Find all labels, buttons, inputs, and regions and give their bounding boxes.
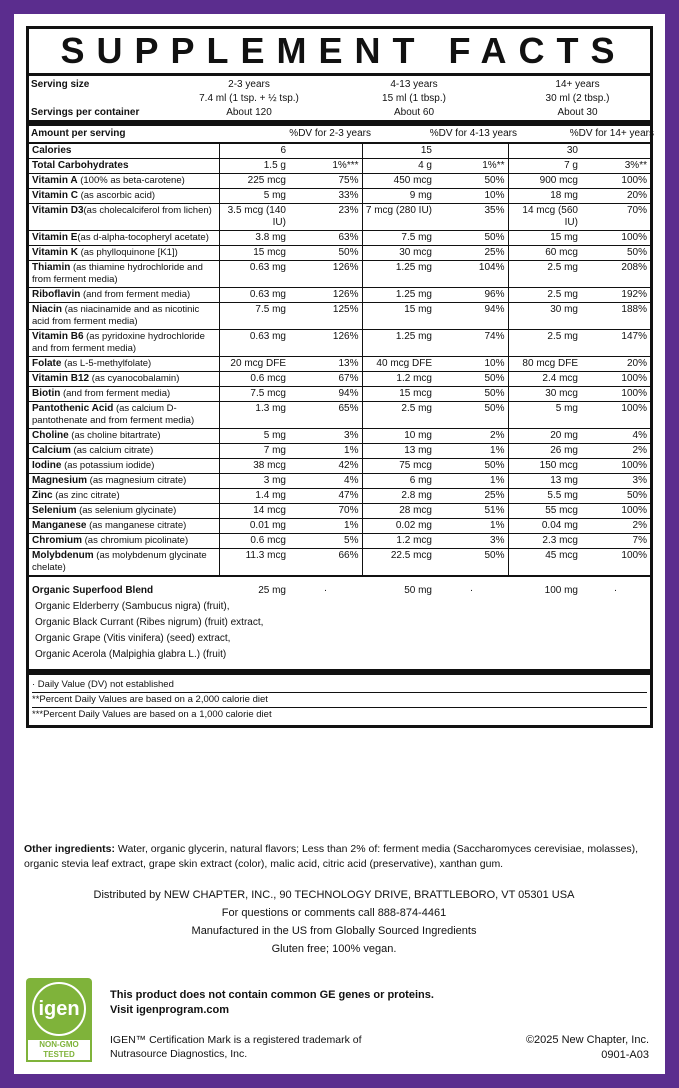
nutrient-source: (as molybdenum glycinate chelate) (32, 550, 207, 573)
nutrient-source: (as ascorbic acid) (77, 190, 156, 201)
dv-cell: 100% (581, 387, 650, 402)
dv-cell: 3% (581, 474, 650, 489)
product-code: 0901-A03 (601, 1049, 649, 1061)
size-col-3: 30 ml (2 tbsp.) (545, 93, 610, 104)
dv-cell: 20% (581, 357, 650, 372)
nutrient-source: (as thiamine hydrochloride and from ferment media) (32, 262, 203, 285)
amount-cell: 5.5 mg (508, 489, 581, 504)
amount-cell: 2.5 mg (508, 261, 581, 288)
amount-cell: 80 mcg DFE (508, 357, 581, 372)
igen-trademark (110, 1033, 362, 1061)
nutrient-row (29, 444, 650, 459)
amount-cell: 450 mcg (362, 174, 435, 189)
nutrient-source: (as d-alpha-tocopheryl acetate) (77, 232, 209, 243)
nutrient-name-cell (29, 204, 219, 231)
dv-cell (289, 143, 362, 159)
nutrient-row (29, 387, 650, 402)
nutrient-name: Vitamin D3 (32, 205, 84, 216)
page-title: SUPPLEMENT FACTS (29, 29, 650, 76)
nutrient-name: Thiamin (32, 262, 71, 273)
nutrient-name-cell (29, 261, 219, 288)
dv-cell: 94% (289, 387, 362, 402)
amount-cell: 7 mcg (280 IU) (362, 204, 435, 231)
igen-mark-line-1: IGEN™ Certification Mark is a registered trademark of (110, 1034, 362, 1046)
blend-item: Organic Grape (Vitis vinifera) (seed) extract, (35, 633, 231, 644)
dv-cell: 13% (289, 357, 362, 372)
amount-cell: 1.25 mg (362, 261, 435, 288)
supplement-facts-box (26, 26, 653, 728)
dv-cell: 23% (289, 204, 362, 231)
amount-cell: 40 mcg DFE (362, 357, 435, 372)
blend-dv-1: · (323, 585, 328, 596)
nutrient-source: (as phylloquinone [K1]) (77, 247, 178, 258)
dv-cell (435, 143, 508, 159)
nutrient-source: (as pyridoxine hydrochloride and from ferment media) (32, 331, 205, 354)
nutrient-name-cell (29, 519, 219, 534)
amount-cell: 3.8 mg (219, 231, 289, 246)
footnote: ***Percent Daily Values are based on a 1,000 calorie diet (32, 707, 647, 722)
amount-cell: 7 g (508, 159, 581, 174)
dv-cell: 67% (289, 372, 362, 387)
dv-cell: 100% (581, 174, 650, 189)
dv-cell: 5% (289, 534, 362, 549)
amount-cell: 1.25 mg (362, 330, 435, 357)
nutrient-name-cell (29, 429, 219, 444)
amount-header (29, 120, 654, 142)
dv-cell: 33% (289, 189, 362, 204)
amount-cell: 7.5 mg (362, 231, 435, 246)
blend-amount-3: 100 mg (544, 585, 578, 596)
manufactured-line: Manufactured in the US from Globally Sourced Ingredients (191, 925, 477, 937)
serving-size-label: Serving size (31, 79, 90, 90)
ge-statement (110, 988, 434, 1018)
amount-cell: 150 mcg (508, 459, 581, 474)
nutrient-row (29, 330, 650, 357)
amount-cell: 14 mcg (219, 504, 289, 519)
dv-cell: 100% (581, 231, 650, 246)
dv-cell: 50% (581, 246, 650, 261)
amount-cell: 22.5 mcg (362, 549, 435, 576)
igen-logo-line2: TESTED (43, 1050, 75, 1059)
nutrient-source: (as choline bitartrate) (68, 430, 161, 441)
dv-cell: 94% (435, 303, 508, 330)
amount-cell: 0.01 mg (219, 519, 289, 534)
dv-cell: 100% (581, 372, 650, 387)
dv-header-2: %DV for 4-13 years (429, 128, 517, 139)
amount-cell: 10 mg (362, 429, 435, 444)
dv-cell: 47% (289, 489, 362, 504)
nutrient-name: Selenium (32, 505, 77, 516)
amount-cell: 11.3 mcg (219, 549, 289, 576)
dv-cell: 1%*** (289, 159, 362, 174)
amount-cell: 7 mg (219, 444, 289, 459)
blend-name: Organic Superfood Blend (32, 585, 154, 596)
nutrient-name-cell (29, 189, 219, 204)
amount-cell: 28 mcg (362, 504, 435, 519)
nutrient-name-cell (29, 549, 219, 576)
dv-cell: 63% (289, 231, 362, 246)
igen-logo-caption (26, 1040, 92, 1062)
nutrient-source: (as magnesium citrate) (87, 475, 187, 486)
amount-cell: 2.5 mg (362, 402, 435, 429)
dv-cell: 2% (581, 519, 650, 534)
amount-cell: 30 mg (508, 303, 581, 330)
nutrient-row (29, 174, 650, 189)
nutrient-name: Calcium (32, 445, 71, 456)
amount-cell: 5 mg (219, 189, 289, 204)
nutrient-name: Chromium (32, 535, 82, 546)
dv-cell: 65% (289, 402, 362, 429)
label-panel (14, 14, 665, 1074)
nutrient-name-cell (29, 330, 219, 357)
amount-cell: 13 mg (362, 444, 435, 459)
footnote: **Percent Daily Values are based on a 2,000 calorie diet (32, 692, 647, 707)
nutrient-name-cell (29, 357, 219, 372)
nutrient-name: Vitamin B12 (32, 373, 90, 384)
dv-cell: 100% (581, 504, 650, 519)
nutrient-name-cell (29, 444, 219, 459)
nutrient-row (29, 159, 650, 174)
amount-cell: 2.3 mcg (508, 534, 581, 549)
nutrient-row (29, 372, 650, 387)
nutrient-name: Folate (32, 358, 62, 369)
dv-cell: 70% (581, 204, 650, 231)
dv-cell: 1% (435, 474, 508, 489)
nutrient-name: Biotin (32, 388, 61, 399)
nutrient-name-cell (29, 288, 219, 303)
nutrient-source: (as L-5-methylfolate) (61, 358, 152, 369)
nutrient-source: (and from ferment media) (80, 289, 191, 300)
nutrient-source: (as cyanocobalamin) (89, 373, 180, 384)
nutrient-source: (100% as beta-carotene) (77, 175, 185, 186)
nutrient-name-cell (29, 489, 219, 504)
nutrient-row (29, 402, 650, 429)
nutrient-row (29, 261, 650, 288)
igen-logo-word: igen (32, 982, 86, 1036)
blend-table (29, 575, 650, 669)
nutrient-row (29, 519, 650, 534)
dv-cell: 7% (581, 534, 650, 549)
amount-cell: 6 mg (362, 474, 435, 489)
blend-amount-2: 50 mg (404, 585, 432, 596)
size-col-1: 7.4 ml (1 tsp. + ½ tsp.) (199, 93, 299, 104)
distributed-by: Distributed by NEW CHAPTER, INC., 90 TECHNOLOGY DRIVE, BRATTLEBORO, VT 05301 USA (93, 889, 575, 901)
dv-cell: 1%** (435, 159, 508, 174)
other-ingredients-label: Other ingredients: (24, 843, 116, 855)
dv-cell: 2% (581, 444, 650, 459)
other-ingredients-text: Water, organic glycerin, natural flavors; Less than 2% of: ferment media (Saccharomyces cerevisiae, molasses), organic stevia leaf extract, grape skin extract (color), malic acid, citric acid (preservative), xanthan gum. (24, 843, 639, 870)
age-col-1: 2-3 years (228, 79, 270, 90)
nutrient-row (29, 357, 650, 372)
amount-cell: 0.02 mg (362, 519, 435, 534)
amount-cell: 0.63 mg (219, 330, 289, 357)
gluten-line: Gluten free; 100% vegan. (271, 943, 397, 955)
amount-cell: 75 mcg (362, 459, 435, 474)
nutrient-source: (as selenium glycinate) (76, 505, 177, 516)
per-col-1: About 120 (226, 107, 272, 118)
dv-cell: 1% (435, 444, 508, 459)
nutrient-row (29, 189, 650, 204)
footnotes (29, 669, 650, 725)
ge-line-2: Visit igenprogram.com (110, 1004, 229, 1016)
amount-cell: 1.2 mcg (362, 372, 435, 387)
dv-cell: 10% (435, 357, 508, 372)
dv-cell: 50% (581, 489, 650, 504)
dv-cell: 1% (289, 519, 362, 534)
blend-amount-1: 25 mg (258, 585, 286, 596)
nutrient-name-cell (29, 459, 219, 474)
nutrient-source: (as cholecalciferol from lichen) (83, 205, 212, 216)
nutrient-row (29, 489, 650, 504)
nutrient-name: Molybdenum (32, 550, 94, 561)
amount-cell: 13 mg (508, 474, 581, 489)
dv-cell: 4% (289, 474, 362, 489)
dv-cell: 50% (435, 372, 508, 387)
nutrient-source: (as calcium D-pantothenate and from ferment media) (32, 403, 195, 426)
nutrient-row (29, 474, 650, 489)
dv-cell: 2% (435, 429, 508, 444)
dv-cell: 66% (289, 549, 362, 576)
amount-cell: 60 mcg (508, 246, 581, 261)
dv-cell: 188% (581, 303, 650, 330)
nutrient-source: (as zinc citrate) (52, 490, 120, 501)
dv-cell: 70% (289, 504, 362, 519)
nutrient-name-cell (29, 402, 219, 429)
nutrient-name-cell (29, 504, 219, 519)
nutrient-name-cell (29, 174, 219, 189)
amount-cell: 20 mcg DFE (219, 357, 289, 372)
ge-line-1: This product does not contain common GE genes or proteins. (110, 989, 434, 1001)
nutrient-row (29, 303, 650, 330)
amount-cell: 1.25 mg (362, 288, 435, 303)
dv-cell: 1% (289, 444, 362, 459)
blend-ingredients (29, 598, 650, 669)
nutrient-row (29, 143, 650, 159)
amount-cell: 900 mcg (508, 174, 581, 189)
dv-cell: 96% (435, 288, 508, 303)
amount-cell: 14 mcg (560 IU) (508, 204, 581, 231)
dv-cell: 100% (581, 402, 650, 429)
dv-cell: 104% (435, 261, 508, 288)
amount-cell: 15 mcg (219, 246, 289, 261)
amount-cell: 225 mcg (219, 174, 289, 189)
footnote: · Daily Value (DV) not established (32, 679, 174, 690)
amount-cell: 15 mg (508, 231, 581, 246)
dv-cell: 50% (435, 459, 508, 474)
nutrient-name-cell (29, 159, 219, 174)
nutrient-name-cell (29, 143, 219, 159)
age-col-2: 4-13 years (390, 79, 438, 90)
dv-cell: 50% (435, 387, 508, 402)
dv-cell: 3% (435, 534, 508, 549)
nutrient-name: Vitamin K (32, 247, 78, 258)
amount-cell: 15 mcg (362, 387, 435, 402)
questions-line: For questions or comments call 888-874-4461 (221, 907, 447, 919)
amount-cell: 3 mg (219, 474, 289, 489)
amount-cell: 5 mg (219, 429, 289, 444)
nutrient-name-cell (29, 303, 219, 330)
nutrient-name: Iodine (32, 460, 62, 471)
nutrient-source: (as manganese citrate) (86, 520, 187, 531)
amount-cell: 2.8 mg (362, 489, 435, 504)
nutrient-name: Zinc (32, 490, 53, 501)
size-col-2: 15 ml (1 tbsp.) (382, 93, 446, 104)
igen-logo-icon (26, 978, 92, 1040)
nutrient-row (29, 246, 650, 261)
dv-cell: 50% (289, 246, 362, 261)
dv-cell: 1% (435, 519, 508, 534)
nutrient-row (29, 534, 650, 549)
nutrient-name: Calories (32, 145, 72, 156)
nutrient-name-cell (29, 474, 219, 489)
nutrient-name-cell (29, 534, 219, 549)
dv-cell: 74% (435, 330, 508, 357)
age-col-3: 14+ years (555, 79, 600, 90)
nutrient-name: Vitamin B6 (32, 331, 84, 342)
amount-cell: 1.5 g (219, 159, 289, 174)
dv-cell: 147% (581, 330, 650, 357)
blend-dv-3: · (613, 585, 618, 596)
amount-cell: 1.2 mcg (362, 534, 435, 549)
nutrient-row (29, 204, 650, 231)
nutrient-name: Niacin (32, 304, 63, 315)
amount-cell: 0.63 mg (219, 261, 289, 288)
dv-cell: 35% (435, 204, 508, 231)
dv-cell: 50% (435, 402, 508, 429)
dv-cell (581, 143, 650, 159)
amount-cell: 1.4 mg (219, 489, 289, 504)
dv-cell: 42% (289, 459, 362, 474)
per-col-3: About 30 (557, 107, 598, 118)
dv-cell: 50% (435, 231, 508, 246)
dv-header-3: %DV for 14+ years (569, 128, 654, 139)
nutrient-row (29, 231, 650, 246)
nutrient-name: Manganese (32, 520, 87, 531)
amount-cell: 45 mcg (508, 549, 581, 576)
amount-cell: 4 g (362, 159, 435, 174)
blend-item: Organic Acerola (Malpighia glabra L.) (fruit) (35, 649, 227, 660)
nutrient-source: (and from ferment media) (60, 388, 171, 399)
nutrient-name: Vitamin A (32, 175, 78, 186)
nutrient-name: Pantothenic Acid (32, 403, 114, 414)
amount-cell: 2.5 mg (508, 288, 581, 303)
amount-cell: 1.3 mg (219, 402, 289, 429)
dv-cell: 208% (581, 261, 650, 288)
dv-cell: 3%** (581, 159, 650, 174)
amount-cell: 2.4 mcg (508, 372, 581, 387)
dv-cell: 3% (289, 429, 362, 444)
amount-cell: 55 mcg (508, 504, 581, 519)
blend-dv-2: · (469, 585, 474, 596)
nutrient-name: Magnesium (32, 475, 88, 486)
dv-cell: 125% (289, 303, 362, 330)
amount-cell: 30 (508, 143, 581, 159)
nutrient-name: Riboflavin (32, 289, 81, 300)
nutrient-row (29, 429, 650, 444)
amount-cell: 6 (219, 143, 289, 159)
nutrient-source: (as calcium citrate) (70, 445, 154, 456)
amount-cell: 0.63 mg (219, 288, 289, 303)
blend-item: Organic Elderberry (Sambucus nigra) (fruit), (35, 601, 230, 612)
amount-cell: 0.04 mg (508, 519, 581, 534)
dv-cell: 25% (435, 246, 508, 261)
dv-cell: 50% (435, 174, 508, 189)
dv-cell: 4% (581, 429, 650, 444)
nutrient-source: (as chromium picolinate) (82, 535, 189, 546)
copyright: ©2025 New Chapter, Inc. (525, 1034, 649, 1046)
nutrient-row (29, 504, 650, 519)
copyright-block (526, 1033, 649, 1063)
nutrient-name: Total Carbohydrates (32, 160, 129, 171)
amount-cell: 0.6 mcg (219, 534, 289, 549)
nutrient-row (29, 459, 650, 474)
igen-logo-line1: NON-GMO (39, 1040, 79, 1049)
nutrient-source: (as potassium iodide) (61, 460, 155, 471)
amount-cell: 2.5 mg (508, 330, 581, 357)
dv-cell: 126% (289, 330, 362, 357)
amount-cell: 9 mg (362, 189, 435, 204)
dv-cell: 126% (289, 261, 362, 288)
dv-header-1: %DV for 2-3 years (289, 128, 371, 139)
amount-cell: 38 mcg (219, 459, 289, 474)
dv-cell: 50% (435, 549, 508, 576)
dv-cell: 192% (581, 288, 650, 303)
dv-cell: 25% (435, 489, 508, 504)
amount-cell: 26 mg (508, 444, 581, 459)
dv-cell: 100% (581, 459, 650, 474)
nutrient-name: Vitamin C (32, 190, 78, 201)
servings-per-container-label: Servings per container (31, 107, 140, 118)
nutrient-name: Vitamin E (32, 232, 78, 243)
igen-logo (26, 978, 92, 1062)
dv-cell: 10% (435, 189, 508, 204)
igen-mark-line-2: Nutrasource Diagnostics, Inc. (110, 1048, 248, 1060)
nutrient-name-cell (29, 231, 219, 246)
nutrient-row (29, 549, 650, 576)
blend-item: Organic Black Currant (Ribes nigrum) (fruit) extract, (35, 617, 264, 628)
nutrient-name-cell (29, 387, 219, 402)
amount-cell: 15 mg (362, 303, 435, 330)
dv-cell: 126% (289, 288, 362, 303)
per-col-2: About 60 (393, 107, 435, 118)
amount-cell: 18 mg (508, 189, 581, 204)
dv-cell: 20% (581, 189, 650, 204)
serving-info (29, 76, 650, 120)
amount-cell: 20 mg (508, 429, 581, 444)
nutrient-name-cell (29, 246, 219, 261)
amount-per-serving-label: Amount per serving (31, 128, 126, 139)
amount-cell: 3.5 mcg (140 IU) (219, 204, 289, 231)
amount-cell: 7.5 mcg (219, 387, 289, 402)
dv-cell: 51% (435, 504, 508, 519)
amount-cell: 7.5 mg (219, 303, 289, 330)
dv-cell: 75% (289, 174, 362, 189)
nutrient-source: (as niacinamide and as nicotinic acid from ferment media) (32, 304, 200, 327)
amount-cell: 0.6 mcg (219, 372, 289, 387)
dv-cell: 100% (581, 549, 650, 576)
nutrient-table (29, 142, 650, 575)
amount-cell: 30 mcg (508, 387, 581, 402)
amount-cell: 30 mcg (362, 246, 435, 261)
nutrient-row (29, 288, 650, 303)
amount-cell: 5 mg (508, 402, 581, 429)
nutrient-name: Choline (32, 430, 69, 441)
other-ingredients (24, 842, 644, 872)
amount-cell: 15 (362, 143, 435, 159)
nutrient-name-cell (29, 372, 219, 387)
